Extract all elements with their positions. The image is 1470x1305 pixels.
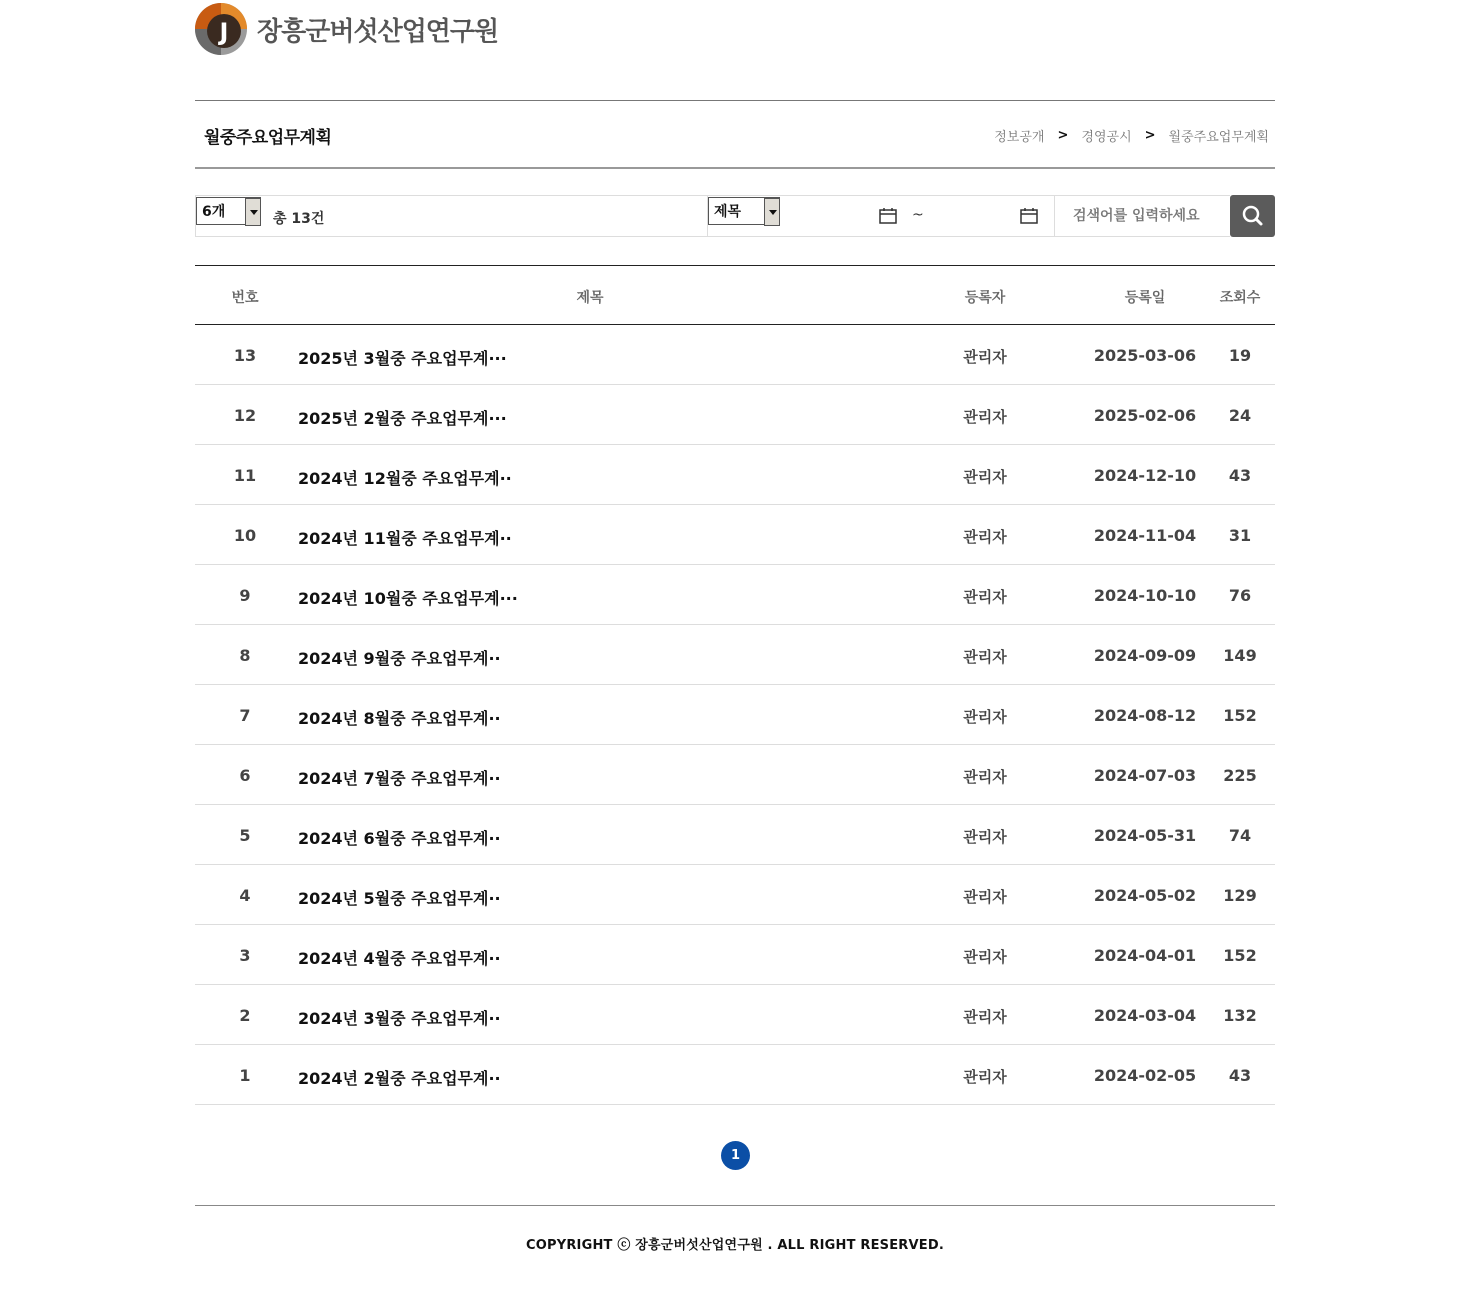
row-title-link[interactable]: 2024년 5월중 주요업무계·· — [298, 889, 501, 908]
row-title-link[interactable]: 2024년 10월중 주요업무계··· — [298, 589, 518, 608]
row-date: 2024-11-04 — [1093, 526, 1197, 545]
site-logo[interactable] — [195, 2, 498, 56]
row-views: 31 — [1228, 526, 1252, 545]
total-count: 총 13건 — [273, 211, 325, 227]
table-body — [195, 325, 1275, 1105]
row-title-link[interactable]: 2024년 4월중 주요업무계·· — [298, 949, 501, 968]
svg-text:J: J — [219, 18, 229, 46]
row-num: 5 — [239, 826, 251, 845]
row-views: 225 — [1223, 766, 1257, 785]
row-author: 관리자 — [963, 828, 1007, 846]
row-num: 13 — [233, 346, 257, 365]
row-title-link[interactable]: 2024년 11월중 주요업무계·· — [298, 529, 512, 548]
row-views: 43 — [1228, 466, 1252, 485]
row-author: 관리자 — [963, 768, 1007, 786]
table-row[interactable] — [195, 865, 1275, 925]
row-author: 관리자 — [963, 348, 1007, 366]
table-row[interactable] — [195, 985, 1275, 1045]
row-author: 관리자 — [963, 588, 1007, 606]
row-date: 2024-05-31 — [1093, 826, 1197, 845]
row-date: 2024-12-10 — [1093, 466, 1197, 485]
page-button-current[interactable]: 1 — [721, 1141, 750, 1170]
row-title-link[interactable]: 2024년 2월중 주요업무계·· — [298, 1069, 501, 1088]
table-row[interactable] — [195, 685, 1275, 745]
footer-copyright: COPYRIGHT ⓒ 장흥군버섯산업연구원 . ALL RIGHT RESERVED. — [526, 1238, 944, 1253]
row-author: 관리자 — [963, 648, 1007, 666]
row-views: 43 — [1228, 1066, 1252, 1085]
footer-divider — [195, 1205, 1275, 1206]
search-placeholder: 검색어를 입력하세요 — [1073, 208, 1200, 224]
row-date: 2024-09-09 — [1093, 646, 1197, 665]
row-views: 149 — [1223, 646, 1257, 665]
header-num: 번호 — [231, 290, 259, 306]
row-author: 관리자 — [963, 528, 1007, 546]
row-author: 관리자 — [963, 1008, 1007, 1026]
table-row[interactable] — [195, 565, 1275, 625]
date-range-separator: ~ — [912, 207, 924, 223]
row-date: 2024-03-04 — [1093, 1006, 1197, 1025]
row-date: 2024-08-12 — [1093, 706, 1197, 725]
row-date: 2024-10-10 — [1093, 586, 1197, 605]
row-num: 3 — [239, 946, 251, 965]
table-row[interactable] — [195, 745, 1275, 805]
row-author: 관리자 — [963, 468, 1007, 486]
row-num: 9 — [239, 586, 251, 605]
breadcrumb — [994, 126, 1269, 145]
logo-mark-icon — [195, 3, 247, 55]
row-views: 19 — [1228, 346, 1252, 365]
search-icon — [1230, 195, 1275, 237]
end-date-calendar-icon[interactable] — [1020, 208, 1038, 224]
row-num: 6 — [239, 766, 251, 785]
chevron-down-icon — [245, 198, 261, 226]
table-row[interactable] — [195, 385, 1275, 445]
title-bar — [195, 100, 1275, 169]
search-field-value: 제목 — [714, 204, 742, 220]
row-views: 74 — [1228, 826, 1252, 845]
row-title-link[interactable]: 2024년 12월중 주요업무계·· — [298, 469, 512, 488]
breadcrumb-separator: > — [1057, 128, 1069, 143]
toolbar-box — [195, 195, 1055, 237]
table-row[interactable] — [195, 445, 1275, 505]
row-date: 2024-07-03 — [1093, 766, 1197, 785]
row-date: 2024-05-02 — [1093, 886, 1197, 905]
row-views: 152 — [1223, 706, 1257, 725]
row-date: 2025-02-06 — [1093, 406, 1197, 425]
list-toolbar — [195, 195, 1275, 237]
search-field-select[interactable] — [708, 197, 780, 225]
row-date: 2024-04-01 — [1093, 946, 1197, 965]
row-title-link[interactable]: 2024년 3월중 주요업무계·· — [298, 1009, 501, 1028]
start-date-calendar-icon[interactable] — [879, 208, 897, 224]
row-num: 1 — [239, 1066, 251, 1085]
row-views: 76 — [1228, 586, 1252, 605]
row-num: 12 — [233, 406, 257, 425]
breadcrumb-item-info[interactable]: 정보공개 — [994, 130, 1045, 145]
chevron-down-icon — [764, 198, 780, 226]
header-date: 등록일 — [1124, 290, 1166, 306]
row-title-link[interactable]: 2024년 7월중 주요업무계·· — [298, 769, 501, 788]
row-author: 관리자 — [963, 888, 1007, 906]
row-title-link[interactable]: 2025년 2월중 주요업무계··· — [298, 409, 507, 428]
row-title-link[interactable]: 2024년 9월중 주요업무계·· — [298, 649, 501, 668]
row-author: 관리자 — [963, 1068, 1007, 1086]
search-button[interactable] — [1230, 195, 1275, 237]
row-date: 2025-03-06 — [1093, 346, 1197, 365]
row-views: 24 — [1228, 406, 1252, 425]
table-row[interactable] — [195, 625, 1275, 685]
row-views: 152 — [1223, 946, 1257, 965]
logo-text: 장흥군버섯산업연구원 — [257, 16, 499, 47]
row-num: 11 — [233, 466, 257, 485]
page-size-select[interactable] — [196, 197, 261, 225]
header-views: 조회수 — [1219, 290, 1261, 306]
row-num: 2 — [239, 1006, 251, 1025]
header-author: 등록자 — [964, 290, 1006, 306]
header-title: 제목 — [576, 290, 604, 306]
table-header — [195, 266, 1275, 325]
row-num: 10 — [233, 526, 257, 545]
row-title-link[interactable]: 2024년 8월중 주요업무계·· — [298, 709, 501, 728]
table-row[interactable] — [195, 925, 1275, 985]
table-row[interactable] — [195, 1045, 1275, 1105]
breadcrumb-item-current[interactable]: 월중주요업무계획 — [1168, 130, 1269, 145]
row-views: 132 — [1223, 1006, 1257, 1025]
row-num: 8 — [239, 646, 251, 665]
search-input[interactable] — [1053, 195, 1230, 237]
row-title-link[interactable]: 2025년 3월중 주요업무계··· — [298, 349, 507, 368]
row-author: 관리자 — [963, 708, 1007, 726]
row-author: 관리자 — [963, 948, 1007, 966]
row-author: 관리자 — [963, 408, 1007, 426]
row-title-link[interactable]: 2024년 6월중 주요업무계·· — [298, 829, 501, 848]
table-row[interactable] — [195, 805, 1275, 865]
row-views: 129 — [1223, 886, 1257, 905]
breadcrumb-separator: > — [1144, 128, 1156, 143]
row-date: 2024-02-05 — [1093, 1066, 1197, 1085]
page-title: 월중주요업무계획 — [204, 128, 332, 148]
board-table — [195, 265, 1275, 1105]
row-num: 7 — [239, 706, 251, 725]
table-row[interactable] — [195, 505, 1275, 565]
breadcrumb-item-management[interactable]: 경영공시 — [1081, 130, 1132, 145]
row-num: 4 — [239, 886, 251, 905]
page-size-value: 6개 — [202, 204, 226, 220]
table-row[interactable] — [195, 325, 1275, 385]
